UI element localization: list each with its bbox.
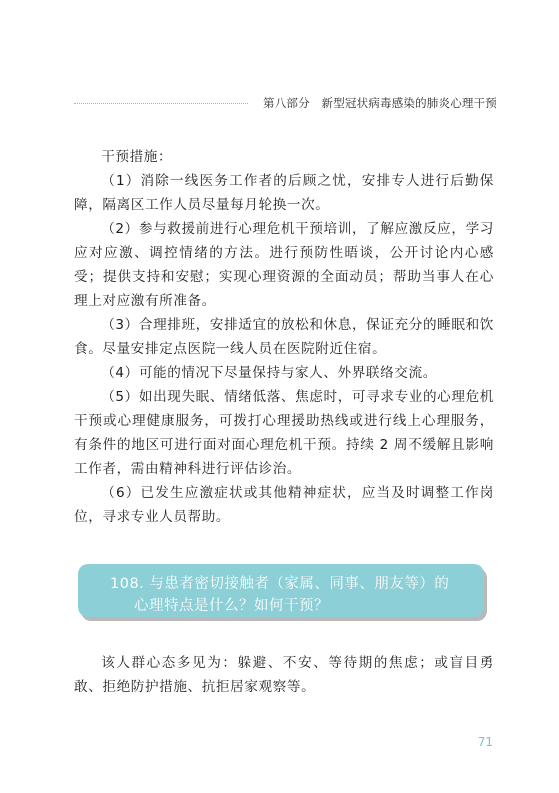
measure-item-3: （3）合理排班，安排适宜的放松和休息，保证充分的睡眠和饮食。尽量安排定点医院一线人员在医院附近住宿。 — [74, 317, 494, 357]
measure-item-1: （1）消除一线医务工作者的后顾之忧，安排专人进行后勤保障，隔离区工作人员尽量每月轮换一次。 — [74, 173, 494, 213]
question-heading-line-2: 心理特点是什么？如何干预？ — [134, 598, 329, 614]
page-number: 71 — [477, 735, 493, 749]
measure-item-6: （6）已发生应激症状或其他精神症状，应当及时调整工作岗位，寻求专业人员帮助。 — [74, 485, 494, 525]
intro-paragraph: 干预措施： — [101, 149, 173, 165]
body-text — [74, 145, 494, 529]
header-rule — [74, 103, 248, 104]
answer-text — [74, 651, 494, 699]
question-heading-box — [78, 564, 484, 617]
measure-item-5: （5）如出现失眠、情绪低落、焦虑时，可寻求专业的心理危机干预或心理健康服务，可拨打心理援助热线或进行线上心理服务，有条件的地区可进行面对面心理危机干预。持续 2 周不缓解且影响工作者，需由精神科进行评估诊治。 — [74, 389, 494, 477]
answer-paragraph: 该人群心态多见为：躲避、不安、等待期的焦虑；或盲目勇敢、拒绝防护措施、抗拒居家观察等。 — [74, 655, 494, 695]
measure-item-4: （4）可能的情况下尽量保持与家人、外界联络交流。 — [101, 365, 437, 381]
question-heading-line-1: 108. 与患者密切接触者（家属、同事、朋友等）的 — [110, 576, 450, 592]
measure-item-2: （2）参与救援前进行心理危机干预培训，了解应激反应，学习应对应激、调控情绪的方法。进行预防性晤谈，公开讨论内心感受；提供支持和安慰；实现心理资源的全面动员；帮助当事人在心理上对应激有所准备。 — [74, 221, 494, 309]
running-header: 第八部分 新型冠状病毒感染的肺炎心理干预 — [263, 96, 497, 110]
